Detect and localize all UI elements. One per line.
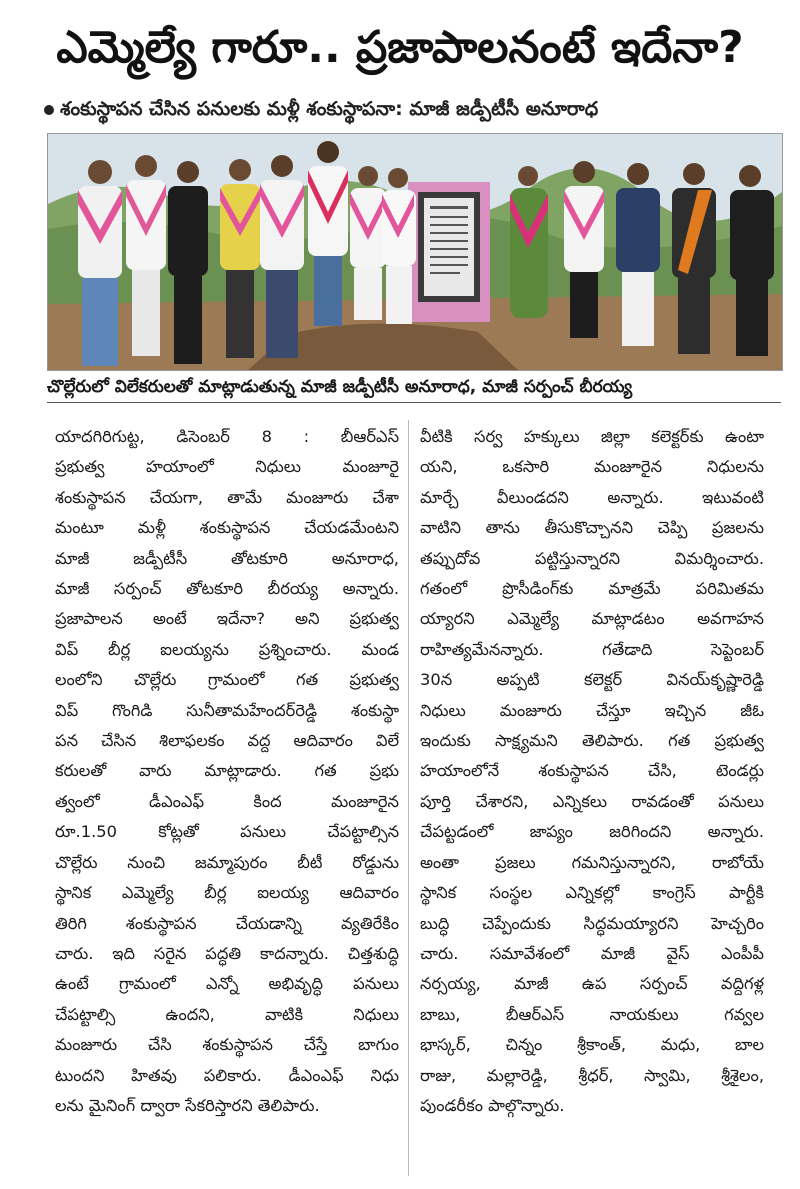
text-line: లను మైనింగ్ ద్వారా సేకరిస్తారని తెలిపారు.	[55, 1095, 320, 1115]
text-line: బాబు, బీఆర్ఎస్ నాయకులు గవ్వల	[420, 1004, 764, 1024]
article-subheadline	[44, 94, 784, 124]
text-line: మాజీ సర్పంచ్ తోటకూరి బీరయ్య అన్నారు.	[55, 579, 399, 599]
column-divider	[408, 420, 409, 1176]
text-line: పుండరీకం పాల్గొన్నారు.	[420, 1095, 565, 1115]
news-photo	[47, 133, 783, 371]
text-line: గతంలో ప్రొసీడింగ్‌కు మాత్రమే పరిమితమ	[420, 579, 764, 599]
text-line: య్యారని ఎమ్మెల్యే మాట్లాడటం అవగాహన	[420, 609, 764, 629]
text-line: మంజూరు చేసి శంకుస్థాపన చేస్తే బాగుం	[55, 1035, 399, 1055]
text-line: చేపట్టడంలో జాప్యం జరిగిందని అన్నారు.	[420, 822, 764, 842]
text-line: హయాంలోనే శంకుస్థాపన చేసి, టెండర్లు	[420, 761, 764, 781]
bullet-icon	[44, 105, 54, 115]
text-line: నర్సయ్య, మాజీ ఉప సర్పంచ్ వద్దిగళ్ల	[420, 974, 764, 994]
text-line: తప్పుదోవ పట్టిస్తున్నారని విమర్శించారు.	[420, 548, 764, 568]
text-line: స్థానిక ఎమ్మెల్యే బీర్ల ఐలయ్య ఆదివారం	[55, 883, 399, 903]
text-line: విప్ గొంగిడి సునీతామహేందర్‌రెడ్డి శంకుస్థా	[55, 700, 399, 720]
text-line: వీటికి సర్వ హక్కులు జిల్లా కలెక్టర్‌కు ఉంటా	[420, 427, 764, 446]
text-line: శంకుస్థాపన చేయగా, తామే మంజూరు చేశా	[55, 487, 399, 507]
text-line: రూ.1.50 కోట్లతో పనులు చేపట్టాల్సిన	[55, 822, 399, 842]
text-line: చేపట్టాల్సి ఉందని, వాటికి నిధులు	[55, 1004, 399, 1024]
text-line: కరులతో వారు మాట్లాడారు. గత ప్రభు	[55, 761, 399, 781]
article-headline: ఎమ్మెల్యే గారూ.. ప్రజాపాలనంటే ఇదేనా?	[56, 22, 744, 73]
text-line: 30న అప్పటి కలెక్టర్ వినయ్‌కృష్ణారెడ్డి	[420, 670, 764, 690]
text-line: పూర్తి చేశారని, ఎన్నికలు రావడంతో పనులు	[420, 791, 764, 811]
text-line: లంలోని చొల్లేరు గ్రామంలో గత ప్రభుత్వ	[55, 670, 399, 690]
text-line: టుందని హితవు పలికారు. డీఎంఎఫ్ నిధు	[55, 1065, 399, 1085]
text-line: బుద్ధి చెప్పేందుకు సిద్ధమయ్యారని హెచ్చరిం	[420, 913, 764, 933]
group-photo-icon	[48, 134, 782, 370]
text-line: ఇందుకు సాక్ష్యమని తెలిపారు. గత ప్రభుత్వ	[420, 731, 764, 751]
text-line: చారు. సమావేశంలో మాజీ వైస్ ఎంపీపీ	[420, 943, 764, 963]
text-line: మంటూ మళ్లీ శంకుస్థాపన చేయడమేంటని	[55, 518, 399, 538]
article-column-left	[55, 422, 399, 1121]
text-line: త్వంలో డీఎంఎఫ్ కింద మంజూరైన	[55, 791, 399, 811]
text-line: మాజీ జడ్పీటీసీ తోటకూరి అనూరాధ,	[55, 548, 399, 568]
photo-caption: చొల్లేరులో విలేకరులతో మాట్లాడుతున్న మాజీ జడ్పీటీసీ అనూరాధ, మాజీ సర్పంచ్ బీరయ్య	[47, 372, 781, 403]
text-line: చొల్లేరు నుంచి జమ్మాపురం బీటీ రోడ్డును	[55, 852, 399, 872]
text-line: యని, ఒకసారి మంజూరైన నిధులను	[420, 457, 764, 477]
text-line: భాస్కర్, చిన్నం శ్రీకాంత్, మధు, బాల	[420, 1035, 764, 1055]
text-line: మార్చే వీలుండదని అన్నారు. ఇటువంటి	[420, 487, 764, 507]
text-line: తిరిగి శంకుస్థాపన చేయడాన్ని వ్యతిరేకిం	[55, 913, 399, 933]
text-line: పన చేసిన శిలాఫలకం వద్ద ఆదివారం విలే	[55, 731, 399, 751]
article-column-right	[420, 422, 764, 1121]
text-line: రాజు, మల్లారెడ్డి, శ్రీధర్, స్వామి, శ్రీశైలం,	[420, 1065, 764, 1085]
text-line: యాదగిరిగుట్ట, డిసెంబర్ 8 : బీఆర్ఎస్	[55, 427, 399, 446]
text-line: రాహిత్యమేనన్నారు. గతేడాది సెప్టెంబర్	[420, 639, 764, 659]
text-line: వాటిని తాను తీసుకొచ్చానని చెప్పి ప్రజలను	[420, 518, 764, 538]
subheadline-text: శంకుస్థాపన చేసిన పనులకు మళ్లీ శంకుస్థాపనా: మాజీ జడ్పీటీసీ అనూరాధ	[60, 98, 599, 120]
text-line: స్థానిక సంస్థల ఎన్నికల్లో కాంగ్రెస్ పార్టీకి	[420, 883, 764, 903]
text-line: అంతా ప్రజలు గమనిస్తున్నారని, రాబోయే	[420, 852, 764, 872]
text-line: నిధులు మంజూరు చేస్తూ ఇచ్చిన జీఓ	[420, 700, 764, 720]
text-line: చారు. ఇది సరైన పద్ధతి కాదన్నారు. చిత్తశుద్ధి	[55, 943, 399, 963]
text-line: విప్ బీర్ల ఐలయ్యను ప్రశ్నించారు. మండ	[55, 639, 399, 659]
text-line: ప్రభుత్వ హయాంలో నిధులు మంజూరై	[55, 457, 399, 477]
text-line: ఉంటే గ్రామంలో ఎన్నో అభివృద్ధి పనులు	[55, 974, 399, 994]
text-line: ప్రజాపాలన అంటే ఇదేనా? అని ప్రభుత్వ	[55, 609, 399, 629]
